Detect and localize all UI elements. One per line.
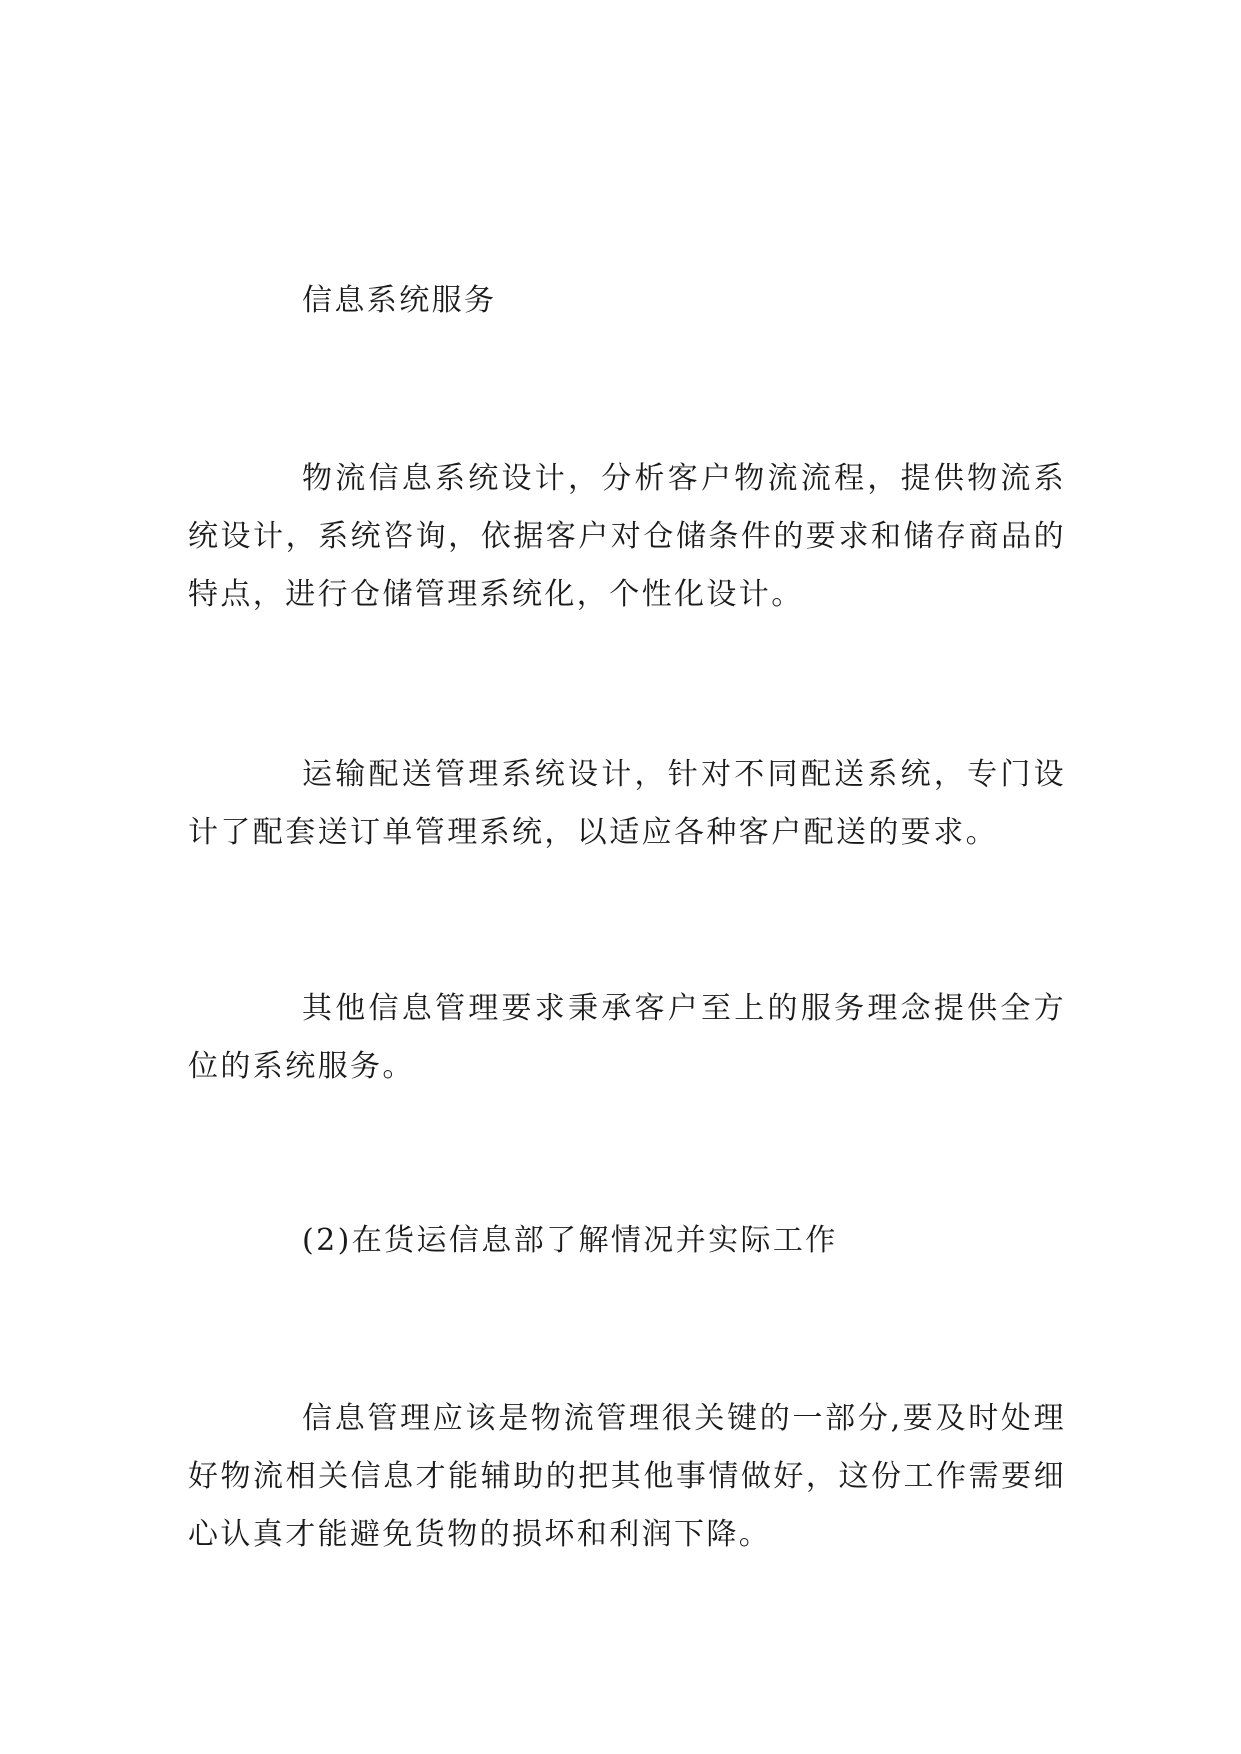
subsection-heading: (2)在货运信息部了解情况并实际工作: [302, 1223, 838, 1258]
section-heading: 信息系统服务: [302, 283, 497, 318]
paragraph-logistics-system-design: 物流信息系统设计，分析客户物流流程，提供物流系统设计，系统咨询，依据客户对仓储条件的要求和储存商品的特点，进行仓储管理系统化，个性化设计。: [188, 461, 1066, 612]
paragraph-other-info-management: 其他信息管理要求秉承客户至上的服务理念提供全方位的系统服务。: [188, 991, 1066, 1084]
paragraph-info-management-summary: 信息管理应该是物流管理很关键的一部分,要及时处理好物流相关信息才能辅助的把其他事情做好，这份工作需要细心认真才能避免货物的损坏和利润下降。: [188, 1401, 1066, 1552]
paragraph-transport-system-design: 运输配送管理系统设计，针对不同配送系统，专门设计了配套送订单管理系统，以适应各种客户配送的要求。: [188, 757, 1066, 850]
